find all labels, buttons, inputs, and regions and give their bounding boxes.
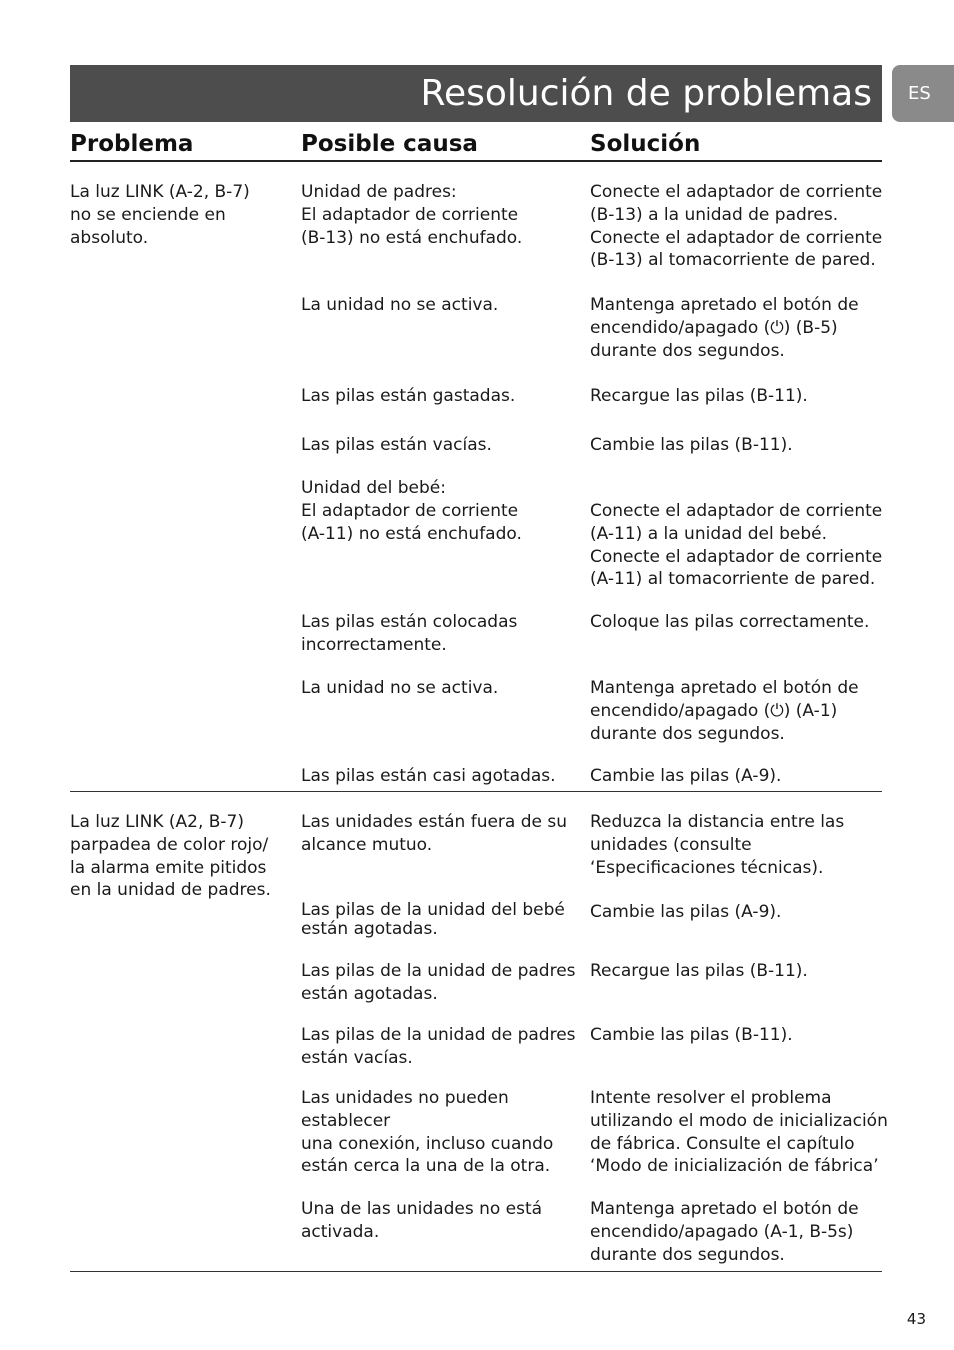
solution-cell: Cambie las pilas (A-9). bbox=[590, 766, 782, 786]
page-number: 43 bbox=[906, 1310, 926, 1328]
cause-cell: Las pilas están gastadas. bbox=[301, 386, 516, 406]
cause-cell: La unidad no se activa. bbox=[301, 295, 499, 315]
solution-cell: Mantenga apretado el botón de encendido/apagado (A-1, B-5s) durante dos segundos. bbox=[590, 1199, 859, 1265]
solution-cell: Coloque las pilas correctamente. bbox=[590, 612, 870, 632]
cause-cell: Unidad de padres: El adaptador de corriente (B-13) no está enchufado. bbox=[301, 182, 523, 248]
column-header-problem: Problema bbox=[70, 131, 194, 157]
cause-cell: Las pilas están colocadas incorrectamente. bbox=[301, 612, 518, 655]
page-title: Resolución de problemas bbox=[420, 73, 872, 114]
solution-cell: Mantenga apretado el botón de encendido/apagado (⏻) (B-5) durante dos segundos. bbox=[590, 295, 859, 361]
cause-cell: Las pilas de la unidad de padres están vacías. bbox=[301, 1025, 576, 1068]
cause-cell: La unidad no se activa. bbox=[301, 678, 499, 698]
solution-cell: Recargue las pilas (B-11). bbox=[590, 386, 808, 406]
column-header-cause: Posible causa bbox=[301, 131, 478, 157]
column-header-solution: Solución bbox=[590, 131, 701, 157]
cause-cell: Una de las unidades no está activada. bbox=[301, 1199, 543, 1242]
problem-cell: La luz LINK (A-2, B-7) no se enciende en absoluto. bbox=[70, 182, 250, 248]
solution-cell: Reduzca la distancia entre las unidades (consulte ‘Especificaciones técnicas). bbox=[590, 812, 845, 878]
cause-cell: Las pilas están vacías. bbox=[301, 435, 492, 455]
problem-cell: La luz LINK (A2, B-7) parpadea de color rojo/ la alarma emite pitidos en la unidad de padres. bbox=[70, 812, 271, 901]
solution-cell: Mantenga apretado el botón de encendido/apagado (⏻) (A-1) durante dos segundos. bbox=[590, 678, 859, 744]
solution-cell: Cambie las pilas (A-9). bbox=[590, 902, 782, 922]
group-divider bbox=[70, 791, 882, 792]
cause-cell: Las pilas de la unidad del bebé están agotadas. bbox=[301, 900, 565, 939]
cause-cell: Las pilas de la unidad de padres están agotadas. bbox=[301, 961, 576, 1004]
header-divider bbox=[70, 160, 882, 162]
language-tab: ES bbox=[892, 65, 954, 122]
cause-cell: Las unidades no pueden establecer una conexión, incluso cuando están cerca la una de la otra. bbox=[301, 1088, 554, 1177]
cause-cell: Unidad del bebé: El adaptador de corriente (A-11) no está enchufado. bbox=[301, 478, 522, 544]
solution-cell: Recargue las pilas (B-11). bbox=[590, 961, 808, 981]
solution-cell: Cambie las pilas (B-11). bbox=[590, 435, 793, 455]
solution-cell: Intente resolver el problema utilizando el modo de inicialización de fábrica. Consulte el capítulo ‘Modo de inicialización de fábrica’ bbox=[590, 1088, 888, 1177]
cause-cell: Las unidades están fuera de su alcance mutuo. bbox=[301, 812, 568, 855]
cause-cell: Las pilas están casi agotadas. bbox=[301, 766, 556, 786]
solution-cell: Conecte el adaptador de corriente (A-11) a la unidad del bebé. Conecte el adaptador de corriente (A-11) al tomacorriente de pared. bbox=[590, 501, 883, 590]
title-bar bbox=[70, 65, 882, 122]
solution-cell: Cambie las pilas (B-11). bbox=[590, 1025, 793, 1045]
table-bottom-rule bbox=[70, 1271, 882, 1272]
solution-cell: Conecte el adaptador de corriente (B-13) a la unidad de padres. Conecte el adaptador de corriente (B-13) al tomacorriente de pared. bbox=[590, 182, 883, 271]
